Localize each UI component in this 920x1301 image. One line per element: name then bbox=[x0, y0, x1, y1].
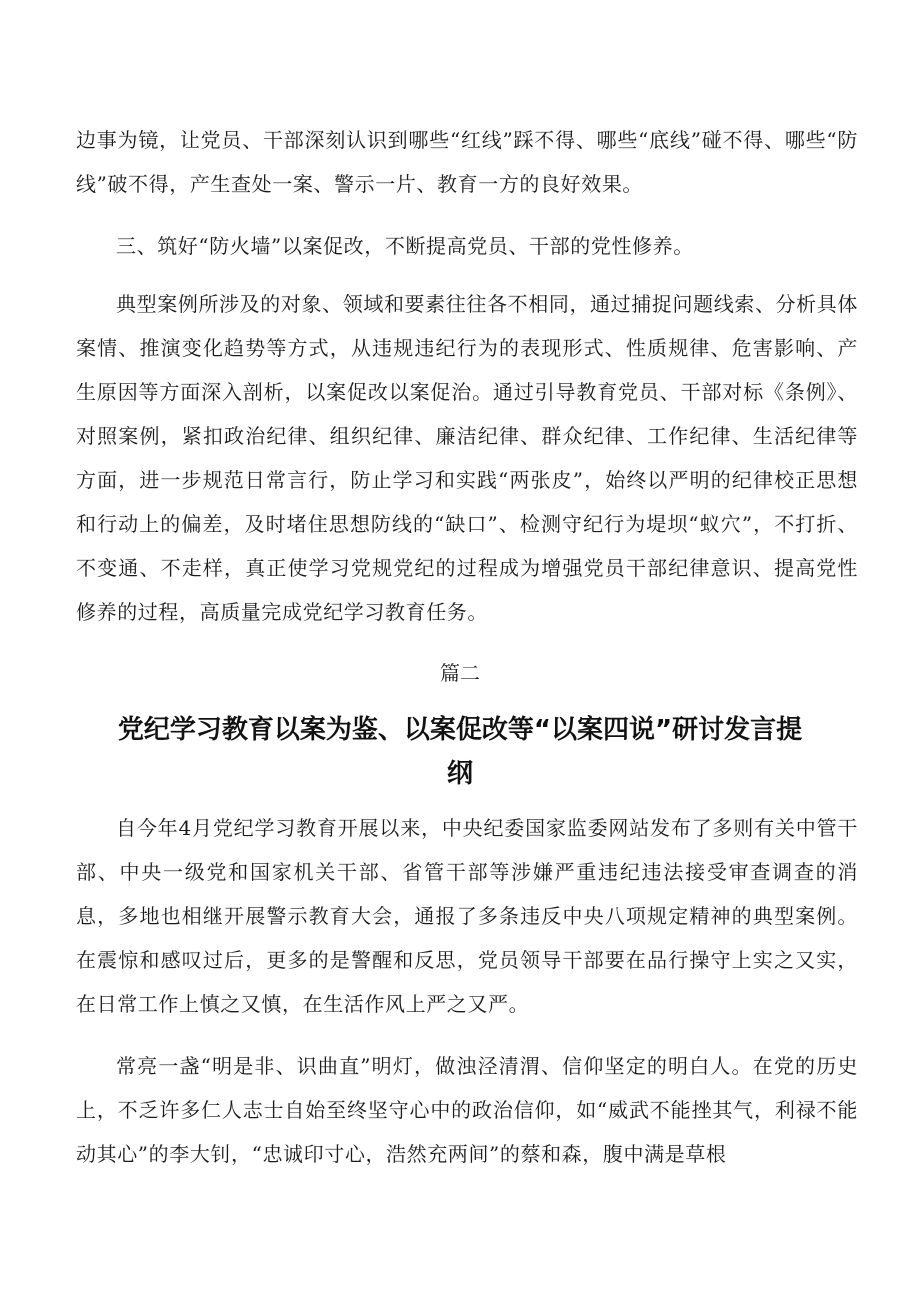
paragraph-intro: 自今年4月党纪学习教育开展以来，中央纪委国家监委网站发布了多则有关中管干部、中央一级党和国家机关干部、省管干部等涉嫌严重违纪违法接受审查调查的消息，多地也相继开展警示教育大会，通报了多条违反中央八项规定精神的典型案例。在震惊和感叹过后，更多的是警醒和反思，党员领导干部要在品行操守上实之又实，在日常工作上慎之又慎，在生活作风上严之又严。 bbox=[76, 816, 858, 1016]
document-title: 党纪学习教育以案为鉴、以案促改等“以案四说”研讨发言提纲 bbox=[117, 715, 803, 789]
paragraph-beacon: 常亮一盏“明是非、识曲直”明灯，做浊泾清渭、信仰坚定的明白人。在党的历史上，不乏许多仁人志士自始至终坚守心中的政治信仰，如“威武不能挫其气，利禄不能动其心”的李大钊，“忠诚印寸心，浩然充两间”的蔡和森，腹中满是草根 bbox=[76, 1054, 858, 1166]
paragraph-typical-cases: 典型案例所涉及的对象、领域和要素往往各不相同，通过捕捉问题线索、分析具体案情、推演变化趋势等方式，从违规违纪行为的表现形式、性质规律、危害影响、产生原因等方面深入剖析，以案促改以案促治。通过引导教育党员、干部对标《条例》、对照案例，紧扣政治纪律、组织纪律、廉洁纪律、群众纪律、工作纪律、生活纪律等方面，进一步规范日常言行，防止学习和实践“两张皮”，始终以严明的纪律校正思想和行动上的偏差，及时堵住思想防线的“缺口”、检测守纪行为堤坝“蚁穴”，不打折、不变通、不走样，真正使学习党规党纪的过程成为增强党员干部纪律意识、提高党性修养的过程，高质量完成党纪学习教育任务。 bbox=[76, 292, 858, 624]
section-label: 篇二 bbox=[440, 661, 480, 685]
section-heading-three: 三、筑好“防火墙”以案促改，不断提高党员、干部的党性修养。 bbox=[116, 234, 694, 258]
paragraph-continuation: 边事为镜，让党员、干部深刻认识到哪些“红线”踩不得、哪些“底线”碰不得、哪些“防线”破不得，产生查处一案、警示一片、教育一方的良好效果。 bbox=[76, 128, 858, 196]
